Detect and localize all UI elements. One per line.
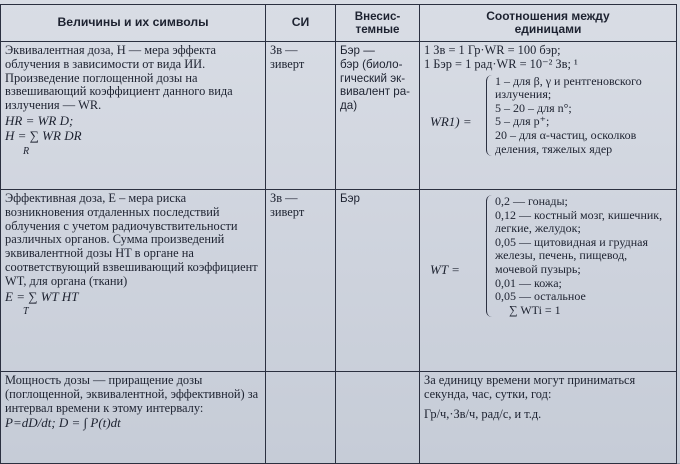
header-si: СИ <box>266 5 336 42</box>
offsystem-unit-cell <box>336 372 420 464</box>
list-item: 0,05 — щитовидная и грудная железы, печень, пищевод, мочевой пузырь; <box>495 234 649 276</box>
list-item: 0,12 — костный мозг, кишечник, легкие, желудок; <box>495 207 663 236</box>
list-item: 20 – для α-частиц, осколков деления, тяжелых ядер <box>495 127 637 156</box>
list-item: 5 – 20 – для n°; <box>495 100 572 115</box>
table-row <box>1 372 677 464</box>
quantity-cell <box>1 372 266 464</box>
quantity-cell <box>1 190 266 372</box>
header-quantities: Величины и их символы <box>1 5 266 42</box>
list-item: 5 – для p⁺; <box>495 114 550 129</box>
header-offsystem: Внесис- темные <box>336 5 420 42</box>
quantity-description: Эквивалентная доза, H — мера эффекта облучения в зависимости от вида ИИ. Произведение поглощенной дозы на взвешивающий коэффициент данного вида излучения — WR. <box>5 43 233 113</box>
list-item: 0,2 — гонады; <box>495 194 568 208</box>
relations-cell <box>420 42 677 190</box>
weight-label: WT = <box>430 262 460 277</box>
list-item: 0,01 — кожа; <box>495 275 562 290</box>
relations-cell <box>420 372 677 464</box>
header-row <box>1 5 677 42</box>
offsystem-unit-cell: Бэр — бэр (биоло- гический эк- вивалент ра- да) <box>336 42 420 190</box>
si-unit-cell: Зв — зиверт <box>266 42 336 190</box>
table-row <box>1 42 677 190</box>
header-relations: Соотношения между единицами <box>420 5 677 42</box>
list-item: 1 – для β, γ и рентгеновского излучения; <box>495 73 642 102</box>
offsystem-unit-cell: Бэр <box>336 190 420 372</box>
relations-cell <box>420 190 677 372</box>
relation-line: 1 Зв = 1 Гр·WR = 100 бэр; <box>424 43 561 57</box>
relation-units: Гр/ч,·Зв/ч, рад/с, и т.д. <box>424 406 542 421</box>
si-unit-cell <box>266 372 336 464</box>
weight-brace <box>424 195 672 317</box>
weights-sum: ∑ WTi = 1 <box>509 302 561 317</box>
dose-table <box>0 4 677 464</box>
formula: E = ∑ WT HT T <box>5 288 79 318</box>
relation-line: 1 Бэр = 1 рад·WR = 10⁻² Зв; ¹ <box>424 56 578 71</box>
formula: H = ∑ WR DR R <box>5 127 82 157</box>
table-row <box>1 190 677 372</box>
formula: HR = WR D; <box>5 112 74 128</box>
weight-label: WR1) = <box>430 113 472 129</box>
weight-list <box>486 195 672 317</box>
formula: P=dD/dt; D = ∫ P(t)dt <box>5 415 121 431</box>
list-item: 0,05 — остальное <box>495 289 586 304</box>
si-unit-cell: Зв — зиверт <box>266 190 336 372</box>
quantity-description: Мощность дозы — приращение дозы (поглощенной, эквивалентной, эффективной) за интервал времени к этому интервалу: <box>5 373 259 415</box>
weight-brace <box>424 75 672 157</box>
quantity-cell <box>1 42 266 190</box>
weight-list <box>486 75 672 157</box>
relation-text: За единицу времени могут приниматься секунда, час, сутки, год: <box>424 373 636 401</box>
quantity-description: Эффективная доза, E – мера риска возникновения отдаленных последствий облучения с учетом радиочувствительности различных органов. Сумма произведений эквивалентной дозы HT в органе на соответствующий взвешивающий коэффициент WT, для органа (ткани) <box>5 191 258 288</box>
